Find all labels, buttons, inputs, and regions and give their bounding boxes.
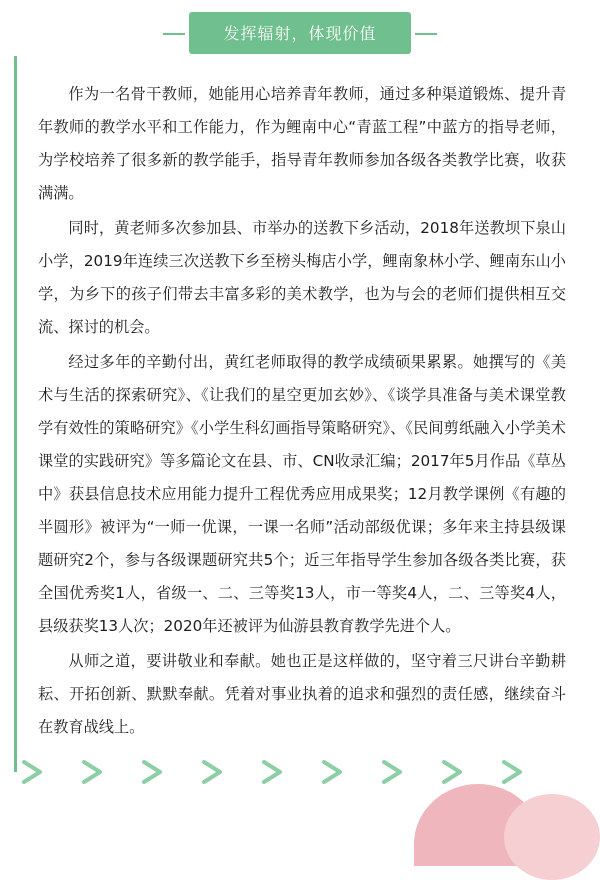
paragraph: 同时，黄老师多次参加县、市举办的送教下乡活动，2018年送教坝下泉山小学，2019年连续三次送教下乡至榜头梅店小学，鲤南象林小学、鲤南东山小学，为乡下的孩子们带去丰富多彩的美术教学，也为与会的老师们提供相互交流、探讨的机会。 <box>38 219 566 336</box>
left-accent-rule <box>14 56 17 772</box>
article-body <box>38 78 566 746</box>
title-banner <box>0 12 600 54</box>
paragraph: 经过多年的辛勤付出，黄红老师取得的教学成绩硕果累累。她撰写的《美术与生活的探索研究》、《让我们的星空更加玄妙》、《谈学具准备与美术课堂教学有效性的策略研究》《小学生科幻画指导策略研究》、《民间剪纸融入小学美术课堂的实践研究》等多篇论文在县、市、CN收录汇编；2017年5月作品《草丛中》获县信息技术应用能力提升工程优秀应用成果奖；12月教学课例《有趣的半圆形》被评为“一师一优课，一课一名师”活动部级优课；多年来主持县级课题研究2个，参与各级课题研究共5个；近三年指导学生参加各级各类比赛，获全国优秀奖1人，省级一、二、三等奖13人，市一等奖4人，二、三等奖4人，县级获奖13人次；2020年还被评为仙游县教育教学先进个人。 <box>38 353 566 635</box>
pink-circle-decoration <box>504 794 600 880</box>
chevron-divider-decoration <box>20 758 580 784</box>
page-title: 发挥辐射，体现价值 <box>189 12 410 54</box>
paragraph: 作为一名骨干教师，她能用心培养青年教师，通过多种渠道锻炼、提升青年教师的教学水平和工作能力，作为鲤南中心“青蓝工程”中蓝方的指导老师，为学校培养了很多新的教学能手，指导青年教师参加各级各类教学比赛，收获满满。 <box>38 85 566 202</box>
paragraph: 从师之道，要讲敬业和奉献。她也正是这样做的，坚守着三尺讲台辛勤耕耘、开拓创新、默默奉献。凭着对事业执着的追求和强烈的责任感，继续奋斗在教育战线上。 <box>38 652 566 736</box>
